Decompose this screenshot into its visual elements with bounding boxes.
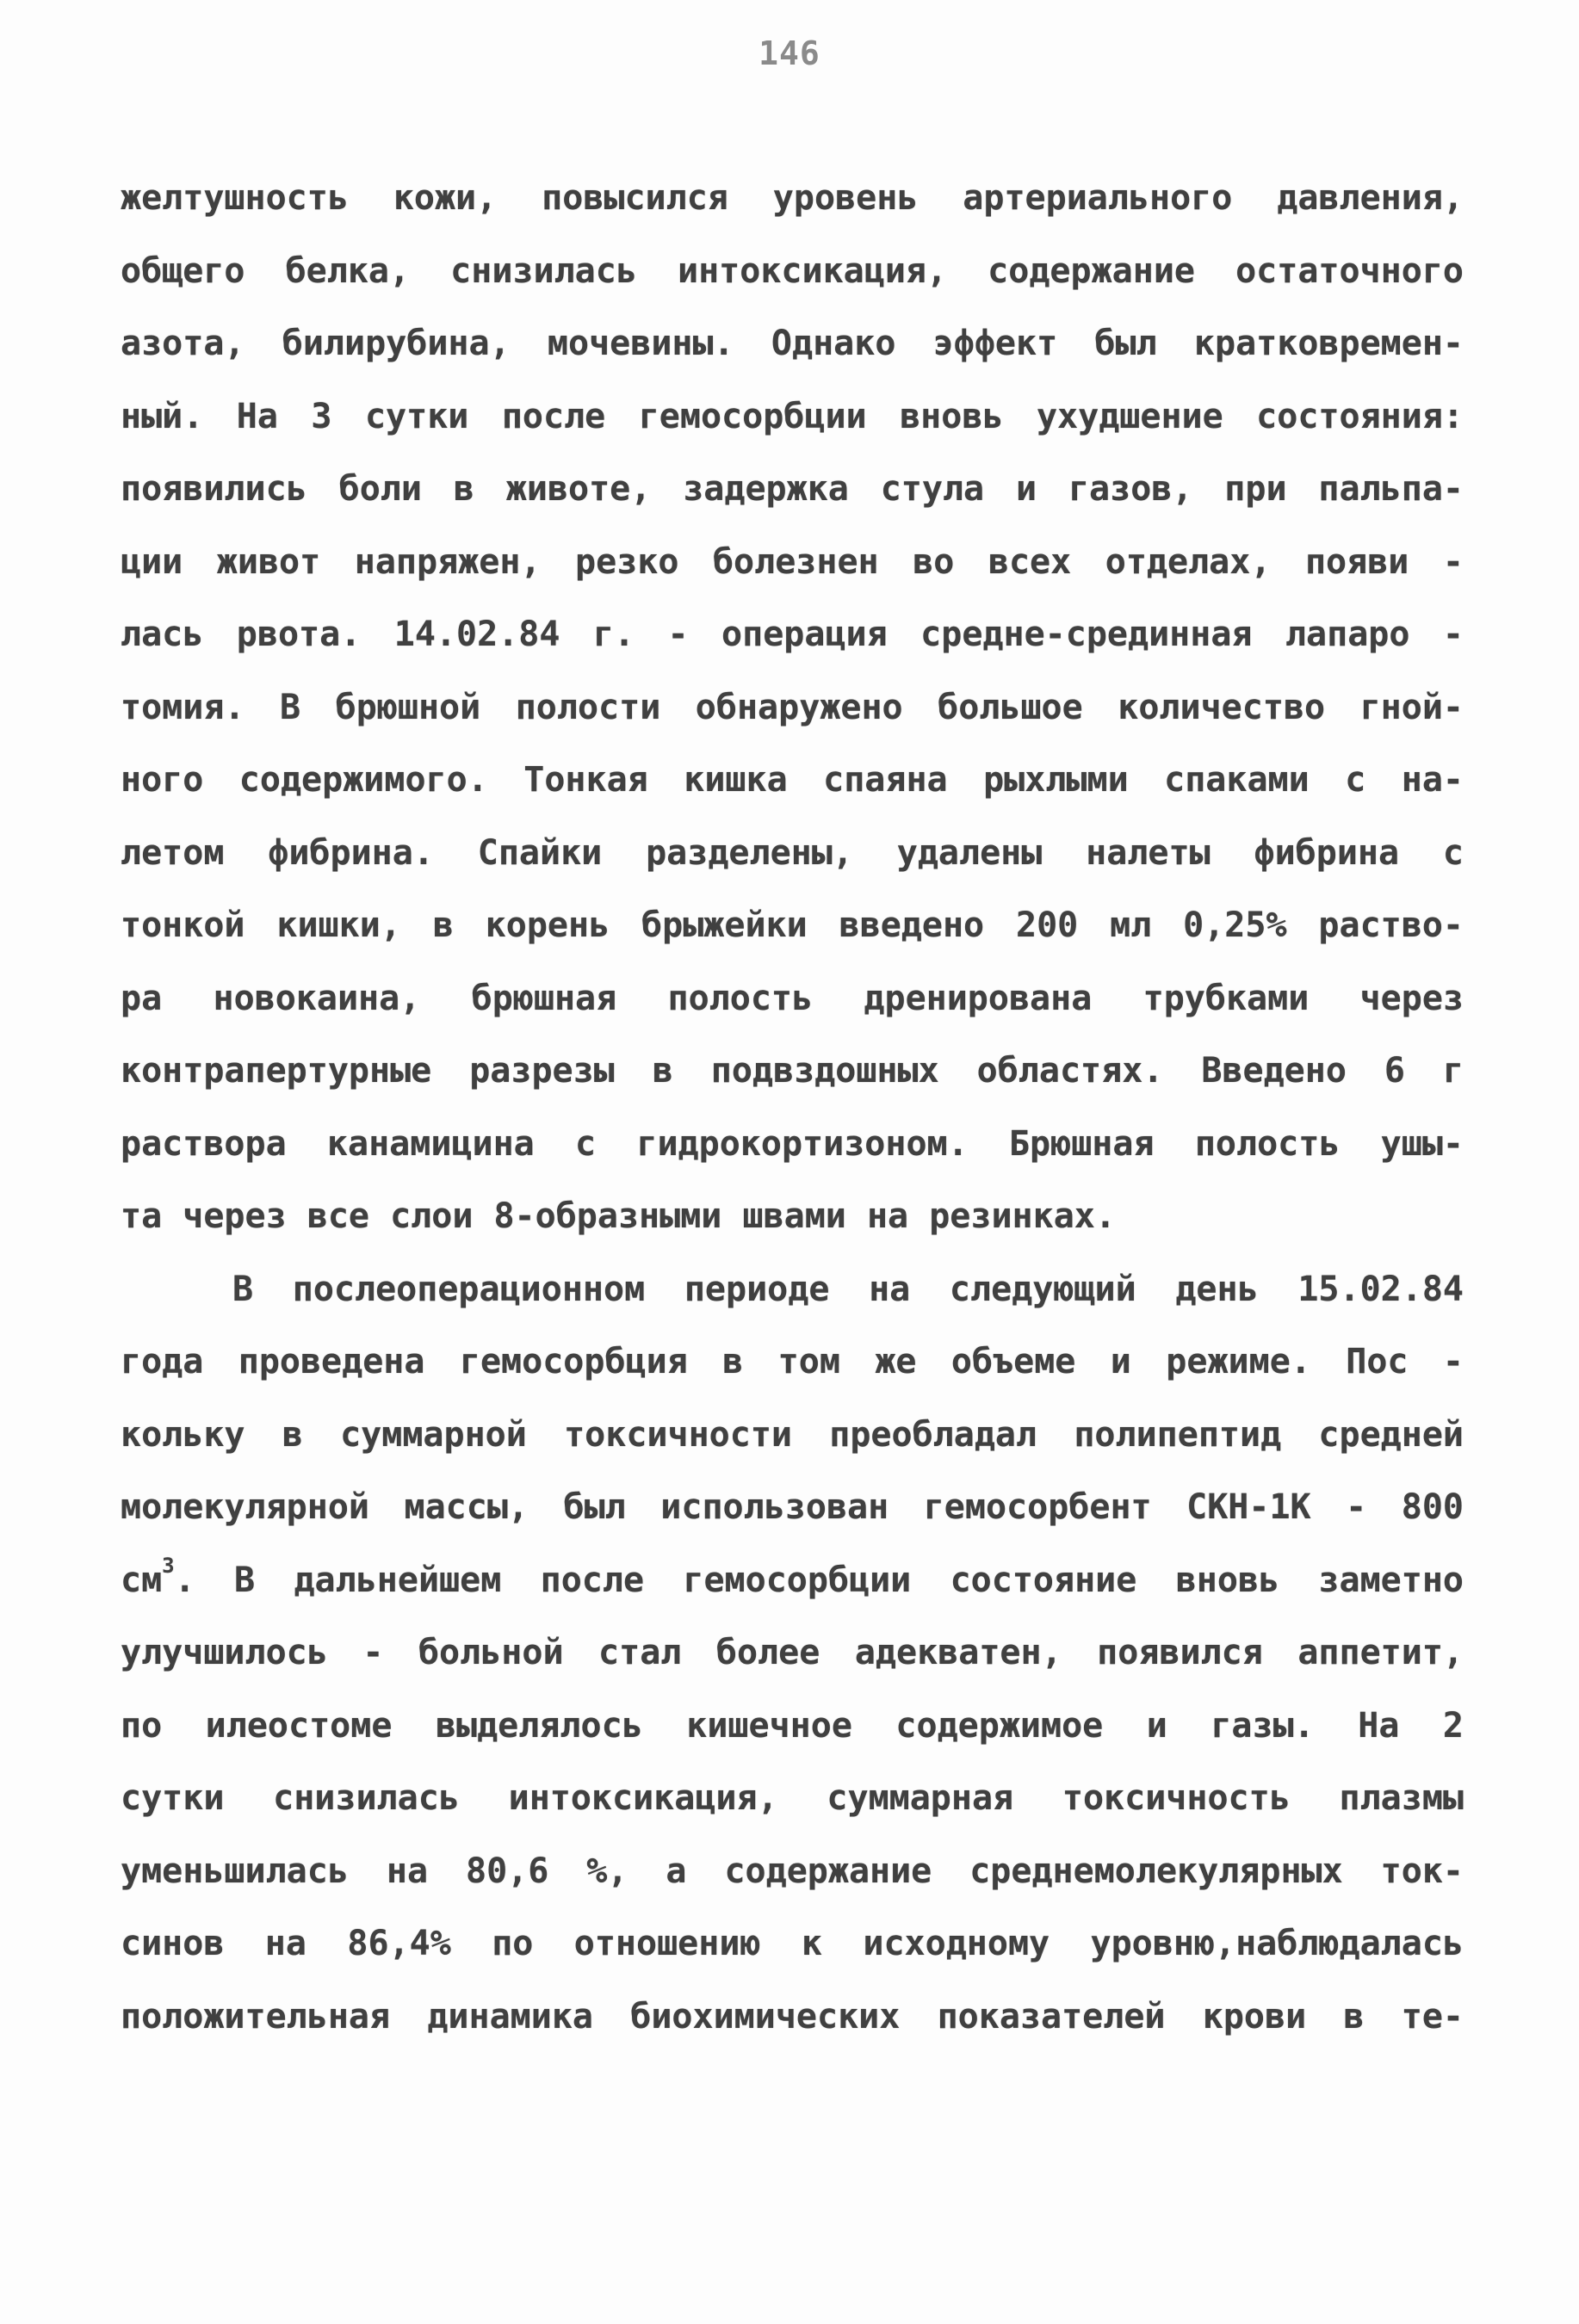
text-line: общего белка, снизилась интоксикация, содержание остаточного (121, 250, 1464, 291)
text-line: ции живот напряжен, резко болезнен во всех отделах, появи - (121, 541, 1464, 582)
text-line: ра новокаина, брюшная полость дренирована трубками через (121, 978, 1464, 1018)
unit-superscript: 3 (162, 1553, 175, 1578)
text-line: появились боли в животе, задержка стула и газов, при пальпа- (121, 469, 1464, 509)
text-line: уменьшилась на 80,6 %, а содержание среднемолекулярных ток- (121, 1851, 1464, 1891)
text-line: синов на 86,4% по отношению к исходному уровню,наблюдалась (121, 1924, 1464, 1963)
unit-text: см (121, 1560, 163, 1600)
text-line: раствора канамицина с гидрокортизоном. Брюшная полость ушы- (121, 1123, 1464, 1164)
text-line: летом фибрина. Спайки разделены, удалены налеты фибрина с (121, 832, 1464, 873)
text-line: лась рвота. 14.02.84 г. - операция средне-срединная лапаро - (121, 615, 1464, 654)
text-line: тонкой кишки, в корень брыжейки введено 200 мл 0,25% раство- (121, 905, 1464, 945)
text-line-with-unit (121, 1544, 1464, 1617)
text-line: года проведена гемосорбция в том же объеме и режиме. Пос - (121, 1342, 1464, 1381)
text-line: молекулярной массы, был использован гемосорбент СКН-1К - 800 (121, 1487, 1464, 1527)
text-line: положительная динамика биохимических показателей крови в те- (121, 1996, 1464, 2037)
text-line: сутки снизилась интоксикация, суммарная токсичность плазмы (121, 1778, 1464, 1818)
text-line: кольку в суммарной токсичности преобладал полипептид средней (121, 1414, 1464, 1455)
text-line: та через все слои 8-образными швами на резинках. (121, 1196, 1116, 1236)
text-line: томия. В брюшной полости обнаружено большое количество гной- (121, 687, 1464, 727)
text-line: ного содержимого. Тонкая кишка спаяна рыхлыми спаками с на- (121, 760, 1464, 800)
text-line-rest: . В дальнейшем после гемосорбции состояние вновь заметно (174, 1560, 1464, 1600)
text-line: желтушность кожи, повысился уровень артериального давления, (121, 178, 1464, 218)
text-line: азота, билирубина, мочевины. Однако эффект был кратковремен- (121, 324, 1464, 363)
body-text (121, 162, 1464, 2053)
text-line: ный. На 3 сутки после гемосорбции вновь ухудшение состояния: (121, 396, 1464, 436)
page-number: 146 (759, 34, 820, 72)
text-line: В послеоперационном периоде на следующий день 15.02.84 (232, 1269, 1464, 1309)
text-line: улучшилось - больной стал более адекватен, появился аппетит, (121, 1633, 1464, 1672)
text-line: контрапертурные разрезы в подвздошных областях. Введено 6 г (121, 1051, 1464, 1091)
text-line: по илеостоме выделялось кишечное содержимое и газы. На 2 (121, 1705, 1464, 1746)
